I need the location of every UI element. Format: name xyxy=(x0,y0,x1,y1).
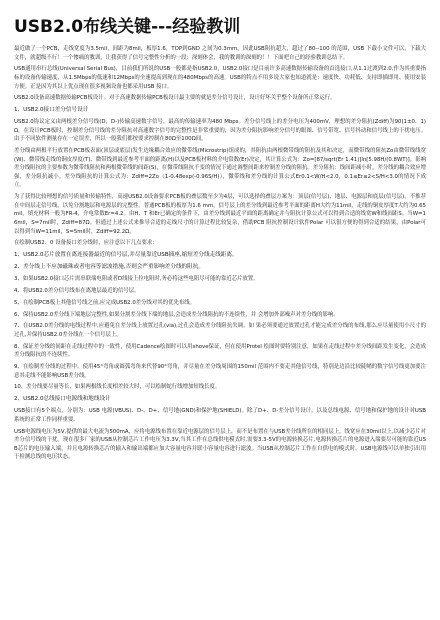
paragraph: 8、保证差分线的间距在走线过程中的一致性，使用Cadence绘图时可以用shove保证，但在使用Protel 绘图时要特别注意，如果在走线过程中差分线间距发生变化，会造成差分线阻抗的不连续性。 xyxy=(14,343,426,359)
paragraph: USB电源线电压为5V,提供的最大电流为500mA，应将电源线布置在靠近电源层的信号层上，而不是布置在与USB差分线所在的相同层上，线宽应在30mil以上,以减少芯片对差分信号线的干扰。现在很多厂家的USB从控制芯片工作电压为3.3V,当其工作在总线供电模式时,需要3.3-5V的电源转换芯片,电源转换芯片的电源进入端要尽可能的靠近USB芯片的电压输入端，并且电源转换芯片的输入和输出端都应加大容量电容并联小容量电容进行滤波。当USB从控制芯片工作在自供电的模式时，USB电源线可以单独引出用于检测总线的电压状态。 xyxy=(14,428,427,461)
paragraph: 在绘制USB2．0 设备接口差分线时，应注意以下几点要求： xyxy=(14,240,158,247)
paragraph: 2、差分线上不应加磁珠或者电容等滤波措施,否则会严重影响差分线的阻抗。 xyxy=(14,264,204,271)
paragraph: 5、在绘制PCB板上其他信号线之前,应完成USB2.0差分线对其的优先布线。 xyxy=(14,299,196,306)
document-title: USB2.0布线关键---经验教训 xyxy=(14,17,241,37)
paragraph: 1、USB2.0芯片放置在离连接器最近的信号层,并尽量靠近USB插座,缩短差分线走线距离。 xyxy=(14,252,238,259)
paragraph: 1、USB2.0接口差分信号设计 xyxy=(14,107,89,114)
paragraph: 差分线由两根平行放置在PCB板表面(顶层或底层)发生边缘耦合效应的微带线(Microstrip)组成的，其阻抗由两根微带线的阻抗及其和决定，而微带线的阻抗Zo由微带线线宽(W)、微带线走线的铜皮厚度(T)、微带线到最近参考平面的距离(H)以及PCB板材料的介电常数(Er)决定，其计算公式为：Zo=[87/sqrt(Er 1.41)]ln[5.98H/(0.8WT)]。影响差分线阻抗的主要参数为微带线阻抗和两根微带线的间距(S)，在微带线阻抗不变的情况下通过调整间距来控制差分线的阻抗。差分阻抗：线间距减小时，差分线的耦合效应增强，差分阻抗减小。差分线阻抗的计算公式为：Zdiff=2Zo（1-0.48exp(-0.96S/H)），微带线和差分线的计算公式Er0.1<W/H<2.0，0.1≤Er≤2<S/H<3.0的情况下成立。 xyxy=(14,148,426,189)
paragraph: 9、在绘制差分线的过程中，使用45°弯角或圆弧弯角来代替90°弯角，并尽量在差分线周围的150mil 范围内不要走其他信号线，特别是边沿比较陡峭的数字信号线更加要注意其走线不能影响USB差分线。 xyxy=(14,364,426,379)
paragraph: 7、在USB2.0差分线的电线过程中,应避免在差分线上放置过孔(via),过孔会造成差分线阻抗失调。如 果必须要通过放置过孔才能完成差分线的布线,那么应尽量使用小尺寸的过孔,并保持USB2.0差分线在一个信号层上。 xyxy=(14,323,426,338)
paragraph: USB接口有5个端点，分别为：USB 电源(VBUS)、D-、D+、信号地(GND)和保护地(SHIELD)。除了D+、D-差分信号设计，以及总线电源、信号地和保护地的设计对USB系统的正常工作同样重要。 xyxy=(14,408,426,423)
paragraph: 6、保持USB2.0差分线下端地层完整性,如果分割差分线下端的地层,会造成差分线阻抗的不连续性，并 会增加外部噪声对差分线的影响。 xyxy=(14,311,339,318)
paragraph: 为了获得比较理想的信号质量和传输特性，高速USB2.0设备要求PCB板的叠层数至少为4层，可以选择的叠层方案为：顶层(信号层)、地层、电源层和底层(信号层)。不推荐在中间层走信号线，以免分割地层和电源层的完整性。普通PCB板的板厚为1.6 mm，信号层上的差分线到最近参考平面的距离H大约为11mil，走线的铜皮厚度T大约为0.65mil，填充材料一般为FR-4，介电常数Er=4.2。由H、T 和Er已确定的条件下，由差分线到最近平面的距离确定并与阻抗计算公式可以得到合适的线宽W和线间距S。当W=16mil，S=7mil时，Zdiff=87Ω。但通过上述公式来推导合适的走线尺寸的计算过程比较复杂，借助PCB 阻抗控制设计软件Polar 可以很方便的得到合适的结果，由Polar可以得到当W=11mil，S=5mil时，Zdiff=92.2Ω。 xyxy=(14,194,426,235)
document-body xyxy=(14,45,426,462)
paragraph: USB通用串行总线(Universal Serial Bus)，目前我们所说的USB一般都是指USB2.0，USB2.0接口是目前许多高速数据传输设备的首选接口,从1.1过渡到2.0,作为其重要指标的设备传输速度，从1.5Mbps的低速和12Mbps的全速提高到现在的480Mbps的高速。USB的特点不用多说大家也知道就是：速度快、功耗低、支持即插即用、使用安装方便。正是因为其以上优点现在很多视频设备也都采用USB 接口。 xyxy=(14,66,426,90)
paragraph: 10、差分线要尽量等长，如果两根线长度相差较大时，可以绘制蛇行线增加短线长度。 xyxy=(14,384,221,391)
paragraph: 3、如果USB2.0接口芯片需串联端电阻或者D线接上拉电阻时,务必将这些电阻尽可能的靠近芯片放置。 xyxy=(14,276,259,283)
paragraph: 2、USB2.0总线接口电源线和地线设计 xyxy=(14,396,111,403)
paragraph: USB2.0设备高速数据传输PCB板设计。对于高速数据传输PCB板设计最主要的就是差分信号设计，设计好坏关乎整个设备所正常运行。 xyxy=(14,95,336,102)
paragraph: USB2.0协议定义由两根差分信号线(D，D-)传输高速数字信号，最高的传输速率为480 Mbps。差分信号线上的差分电压为400mV，理想的差分阻抗(Zdiff)为90(1±0．1)Ω。在设计PCB板时，控制差分信号线的差分阻抗对高速数字信号的完整性是非常重要的，因为差分阻抗影响差分信号的眼图、信号带宽、信号抖动和信号线上的干扰电压。由于不同软件测量存在一定误差，所以一般我们都按要求控制在80Ω至100Ω间。 xyxy=(14,119,426,143)
paragraph: 最近做了一个PCB，走线宽度为3.5mil，间距为8mil，板厚1.6，TOP到GND 之间为0.3mm，因此USB阻抗超大，超过了80--100 的范围，USB 下载小文件可以，下载大文件，就超级不行！一个惨痛的教训，让我获得了信号完整性分析的一段：深刻体会，我的教训的深刻的！！下面吧自己的经验教训总结下。 xyxy=(14,46,426,61)
paragraph: 4、将USB2.0差分信号线布在离地层最近的信号层。 xyxy=(14,287,140,294)
